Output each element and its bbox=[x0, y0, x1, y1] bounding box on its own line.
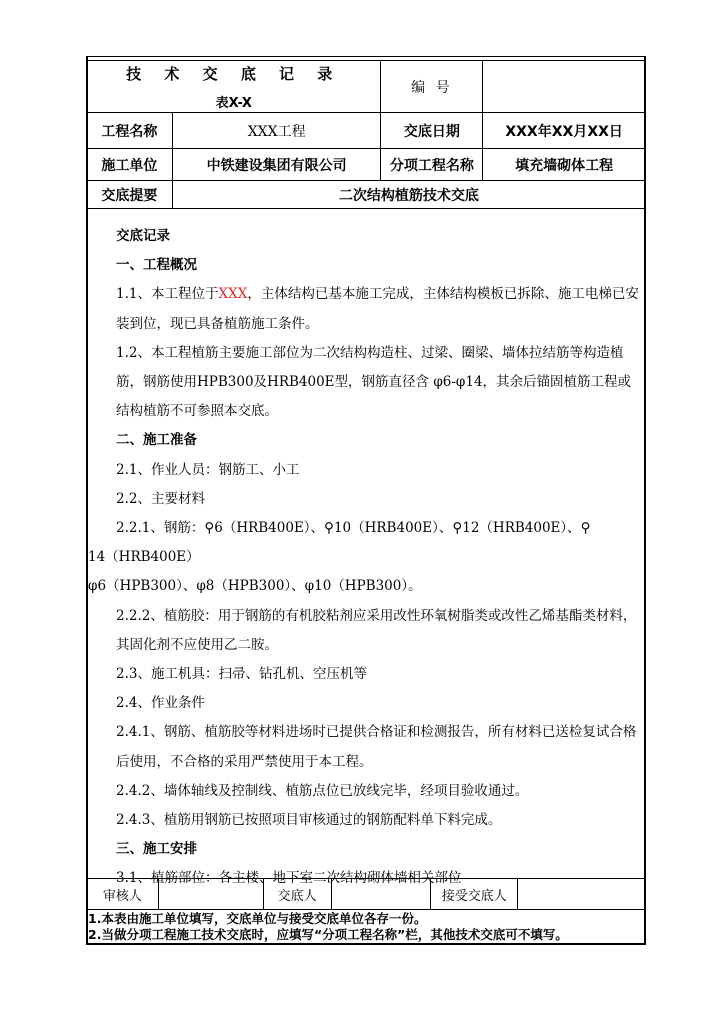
p1-1-location: XXX bbox=[218, 286, 248, 303]
unit-label: 施工单位 bbox=[87, 149, 173, 181]
unit-value: 中铁建设集团有限公司 bbox=[172, 149, 381, 181]
date-value: XXX年XX月XX日 bbox=[483, 113, 646, 149]
p1-1-text-a: 1.1、本工程位于 bbox=[116, 286, 219, 303]
discloser-field bbox=[331, 879, 431, 910]
reviewer-field bbox=[158, 879, 263, 910]
project-name-value: XXX工程 bbox=[172, 113, 381, 149]
paragraph-2-3: 2.3、施工机具：扫帚、钻孔机、空压机等 bbox=[116, 666, 367, 683]
paragraph-2-1: 2.1、作业人员：钢筋工、小工 bbox=[116, 461, 300, 478]
paragraph-2-2-2: 2.2.2、植筋胶：用于钢筋的有机胶粘剂应采用改性环氧树脂类或改性乙烯基酯类材料，其固化剂不应使用乙二胺。 bbox=[116, 607, 637, 653]
paragraph-1-2: 1.2、本工程植筋主要施工部位为二次结构构造柱、过梁、圈梁、墙体拉结筋等构造植筋，钢筋使用HPB300及HRB400E型，钢筋直径含 φ6-φ14，其余后锚固植筋工程或结构植筋不可参照本交底。 bbox=[116, 344, 632, 420]
header-table bbox=[86, 60, 646, 209]
section-1-heading: 一、工程概况 bbox=[116, 257, 197, 274]
project-name-label: 工程名称 bbox=[87, 113, 173, 149]
form-title-cell bbox=[87, 61, 381, 113]
summary-value: 二次结构植筋技术交底 bbox=[172, 181, 645, 209]
p1-1-text-b: ，主体结构已基本施工完成，主体结构模板已拆除、施工电梯已安装到位，现已具备植筋施工条件。 bbox=[116, 286, 639, 332]
footnotes bbox=[88, 911, 644, 943]
sub-project-label: 分项工程名称 bbox=[381, 149, 483, 181]
summary-label: 交底提要 bbox=[87, 181, 173, 209]
receiver-label: 接受交底人 bbox=[431, 879, 518, 910]
top-border bbox=[86, 56, 646, 57]
paragraph-2-2-1-b: 14（HRB400E） bbox=[88, 549, 200, 566]
form-title: 技 术 交 底 记 录 bbox=[126, 64, 342, 83]
paragraph-2-4-3: 2.4.3、植筋用钢筋已按照项目审核通过的钢筋配料单下料完成。 bbox=[116, 812, 502, 829]
bottom-border bbox=[86, 943, 646, 945]
paragraph-2-4-2: 2.4.2、墙体轴线及控制线、植筋点位已放线完毕，经项目验收通过。 bbox=[116, 782, 529, 799]
section-3-heading: 三、施工安排 bbox=[116, 841, 197, 858]
disclosure-body bbox=[88, 222, 640, 894]
note-1: 1.本表由施工单位填写，交底单位与接受交底单位各存一份。 bbox=[88, 911, 427, 926]
sub-project-value: 填充墙砌体工程 bbox=[483, 149, 646, 181]
paragraph-2-2-1-a: 2.2.1、钢筋：⚲6（HRB400E）、⚲10（HRB400E）、⚲12（HRB400E）、⚲ bbox=[116, 520, 591, 537]
record-heading: 交底记录 bbox=[116, 228, 170, 244]
number-value bbox=[483, 61, 646, 113]
discloser-label: 交底人 bbox=[263, 879, 331, 910]
paragraph-2-2-1-c: φ6（HPB300）、φ8（HPB300）、φ10（HPB300）。 bbox=[88, 578, 422, 595]
reviewer-label: 审核人 bbox=[87, 879, 159, 910]
note-2: 2.当做分项工程施工技术交底时，应填写“分项工程名称”栏，其他技术交底可不填写。 bbox=[88, 927, 568, 942]
number-label: 编 号 bbox=[381, 61, 483, 113]
form-number: 表X-X bbox=[215, 95, 252, 111]
paragraph-2-2: 2.2、主要材料 bbox=[116, 490, 205, 507]
paragraph-2-4: 2.4、作业条件 bbox=[116, 695, 205, 712]
paragraph-2-4-1: 2.4.1、钢筋、植筋胶等材料进场时已提供合格证和检测报告，所有材料已送检复试合格后使用，不合格的采用严禁使用于本工程。 bbox=[116, 724, 637, 770]
receiver-field bbox=[518, 879, 646, 910]
date-label: 交底日期 bbox=[381, 113, 483, 149]
paragraph-3-1: 3.1、植筋部位：各主楼、地下室二次结构砌体墙相关部位 bbox=[116, 870, 462, 887]
section-2-heading: 二、施工准备 bbox=[116, 432, 197, 449]
paragraph-1-1 bbox=[88, 280, 640, 338]
signature-table bbox=[86, 878, 646, 910]
